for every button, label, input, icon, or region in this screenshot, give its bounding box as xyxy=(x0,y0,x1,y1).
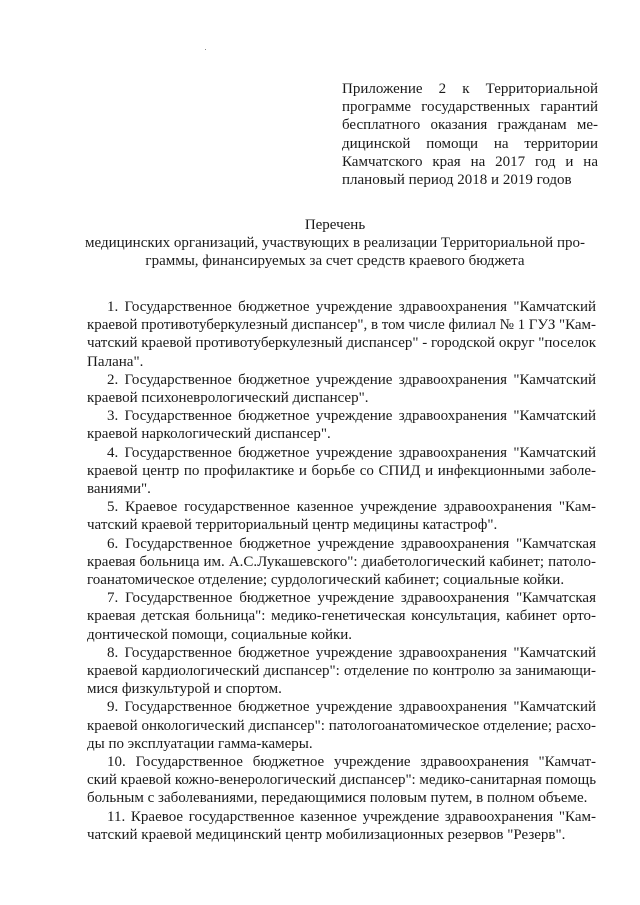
list-item xyxy=(87,371,596,407)
list-item-line: чатский краевой противотуберкулезный диспансер" - городской округ "поселок xyxy=(87,335,597,352)
appendix-line: Приложение 2 к Территориальной xyxy=(342,81,598,97)
list-item xyxy=(87,498,596,534)
list-item-line: краевой центр по профилактике и борьбе со СПИД и инфекционными заболе- xyxy=(87,462,596,479)
list-item xyxy=(87,808,596,844)
list-item-line: краевой кардиологический диспансер": отделение по контролю за занимающи- xyxy=(87,663,596,680)
document-title: Перечень xyxy=(304,217,366,233)
list-item xyxy=(87,407,596,443)
list-item-line: 1. Государственное бюджетное учреждение здравоохранения "Камчатский xyxy=(107,299,596,315)
appendix-line: плановый период 2018 и 2019 годов xyxy=(342,172,572,189)
appendix-line: дицинской помощи на территории xyxy=(342,135,598,152)
list-item-line: 7. Государственное бюджетное учреждение здравоохранения "Камчатская xyxy=(107,590,596,607)
list-item-line: краевая детская больница": медико-генетическая консультация, кабинет орто- xyxy=(87,608,596,625)
appendix-note xyxy=(342,80,598,189)
list-item-line: 11. Краевое государственное казенное учреждение здравоохранения "Кам- xyxy=(107,808,596,825)
list-item-line: краевой противотуберкулезный диспансер", в том числе филиал № 1 ГУЗ "Кам- xyxy=(87,317,596,334)
list-item xyxy=(87,753,596,808)
list-item-line: краевой наркологический диспансер". xyxy=(87,426,331,443)
list-item-line: 6. Государственное бюджетное учреждение здравоохранения "Камчатская xyxy=(107,535,596,552)
list-item-line: 5. Краевое государственное казенное учреждение здравоохранения "Кам- xyxy=(107,499,596,516)
list-item-line: краевая больница им. А.С.Лукашевского": диабетологический кабинет; патоло- xyxy=(87,553,596,570)
list-item-line: больным с заболеваниями, передающимися половым путем, в полном объеме. xyxy=(87,790,588,807)
list-item-line: краевой онкологический диспансер": патологоанатомическое отделение; расхо- xyxy=(87,717,596,734)
appendix-line: бесплатного оказания гражданам ме- xyxy=(342,117,598,134)
list-item xyxy=(87,535,596,590)
document-subtitle-line: медицинских организаций, участвующих в реализации Территориальной про- xyxy=(85,235,585,251)
list-item-line: 4. Государственное бюджетное учреждение здравоохранения "Камчатский xyxy=(107,444,596,461)
list-item xyxy=(87,298,596,371)
list-item-line: краевой психоневрологический диспансер". xyxy=(87,390,369,407)
document-subtitle-line: граммы, финансируемых за счет средств краевого бюджета xyxy=(145,253,525,269)
list-item-line: 9. Государственное бюджетное учреждение здравоохранения "Камчатский xyxy=(107,699,596,716)
appendix-line: программе государственных гарантий xyxy=(342,99,598,116)
list-item-line: ский краевой кожно-венерологический диспансер": медико-санитарная помощь xyxy=(87,772,597,789)
list-item-line: чатский краевой территориальный центр медицины катастроф". xyxy=(87,517,498,534)
organization-list xyxy=(87,298,596,844)
list-item xyxy=(87,589,596,644)
list-item-line: 8. Государственное бюджетное учреждение здравоохранения "Камчатский xyxy=(107,644,596,661)
list-item-line: гоанатомическое отделение; сурдологический кабинет; социальные койки. xyxy=(87,572,565,589)
list-item xyxy=(87,444,596,499)
appendix-line: Камчатского края на 2017 год и на xyxy=(342,153,598,170)
list-item xyxy=(87,644,596,699)
list-item-line: ваниями". xyxy=(87,481,151,498)
list-item-line: 3. Государственное бюджетное учреждение здравоохранения "Камчатский xyxy=(107,408,596,425)
list-item-line: Палана". xyxy=(87,353,144,370)
list-item-line: 10. Государственное бюджетное учреждение здравоохранения "Камчат- xyxy=(107,754,596,771)
list-item-line: 2. Государственное бюджетное учреждение здравоохранения "Камчатский xyxy=(107,371,596,388)
list-item-line: ды по эксплуатации гамма-камеры. xyxy=(87,735,313,752)
document-heading xyxy=(60,216,610,270)
list-item-line: чатский краевой медицинский центр мобилизационных резервов "Резерв". xyxy=(87,826,566,843)
list-item xyxy=(87,698,596,753)
list-item-line: донтической помощи, социальные койки. xyxy=(87,626,353,643)
scan-speck xyxy=(205,49,206,50)
list-item-line: мися физкультурой и спортом. xyxy=(87,681,282,698)
